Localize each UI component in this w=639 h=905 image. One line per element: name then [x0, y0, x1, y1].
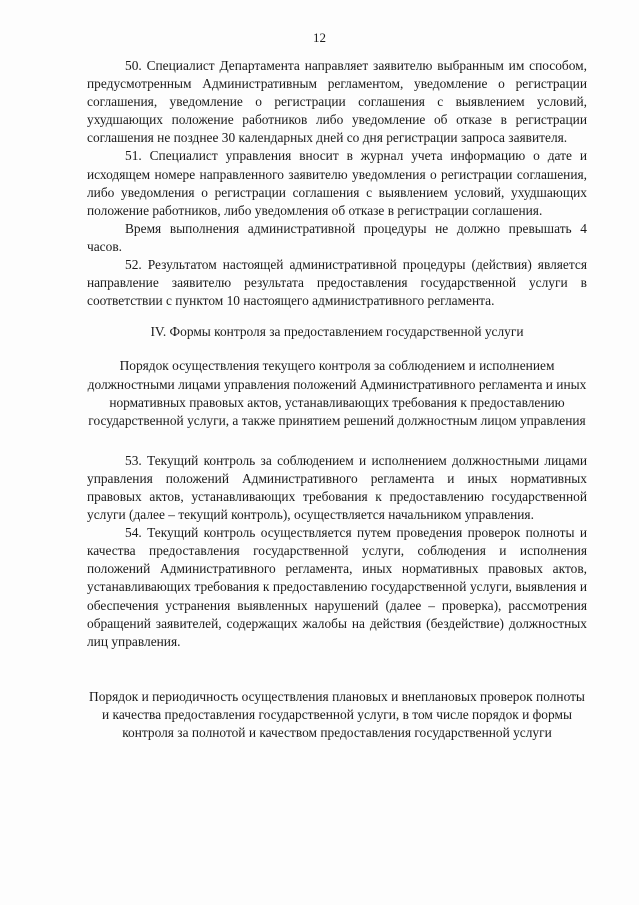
- paragraph-51: 51. Специалист управления вносит в журнал учета информацию о дате и исходящем номере направленного заявителю уведомления о регистрации соглашения, либо уведомления о регистрации соглашения с выявлением условий, ухудшающих положение работников, либо уведомления об отказе в регистрации соглашения.: [87, 148, 587, 218]
- subheading-current-control: Порядок осуществления текущего контроля за соблюдением и исполнением должностными лицами управления положений Административного регламента и иных нормативных правовых актов, устанавливающих требования к предоставлению государственной услуги, а также принятием решений должностным лицом управления: [87, 358, 587, 428]
- subheading-inspections: Порядок и периодичность осуществления плановых и внеплановых проверок полноты и качества предоставления государственной услуги, в том числе порядок и формы контроля за полнотой и качеством предоставления государственной услуги: [89, 688, 585, 740]
- paragraph-52: 52. Результатом настоящей административной процедуры (действия) является направление заявителю результата предоставления государственной услуги в соответствии с пунктом 10 настоящего административного регламента.: [87, 257, 587, 309]
- document-body: [87, 57, 587, 742]
- paragraph-53: 53. Текущий контроль за соблюдением и исполнением должностными лицами управления положений Административного регламента и иных нормативных правовых актов, устанавливающих требования к предоставлению государственной услуги (далее – текущий контроль), осуществляется начальником управления.: [87, 452, 587, 523]
- paragraph-54: 54. Текущий контроль осуществляется путем проведения проверок полноты и качества предоставления государственной услуги, соблюдения и исполнения положений Административного регламента, иных нормативных правовых актов, устанавливающих требования к предоставлению государственной услуги, выявления и обеспечения устранения выявленных нарушений (далее – проверка), рассмотрения обращений заявителей, содержащих жалобы на действия (бездействие) должностных лиц управления.: [87, 525, 587, 649]
- paragraph-time-limit: Время выполнения административной процедуры не должно превышать 4 часов.: [87, 220, 587, 254]
- page-number: 12: [313, 30, 326, 45]
- section-iv-heading: IV. Формы контроля за предоставлением государственной услуги: [150, 324, 524, 340]
- paragraph-50: 50. Специалист Департамента направляет заявителю выбранным им способом, предусмотренным Административным регламентом, уведомление о регистрации соглашения, уведомление о регистрации соглашения с выявлением условий, ухудшающих положение работников либо уведомление об отказе в регистрации соглашения не позднее 30 календарных дней со дня регистрации запроса заявителя.: [87, 58, 587, 146]
